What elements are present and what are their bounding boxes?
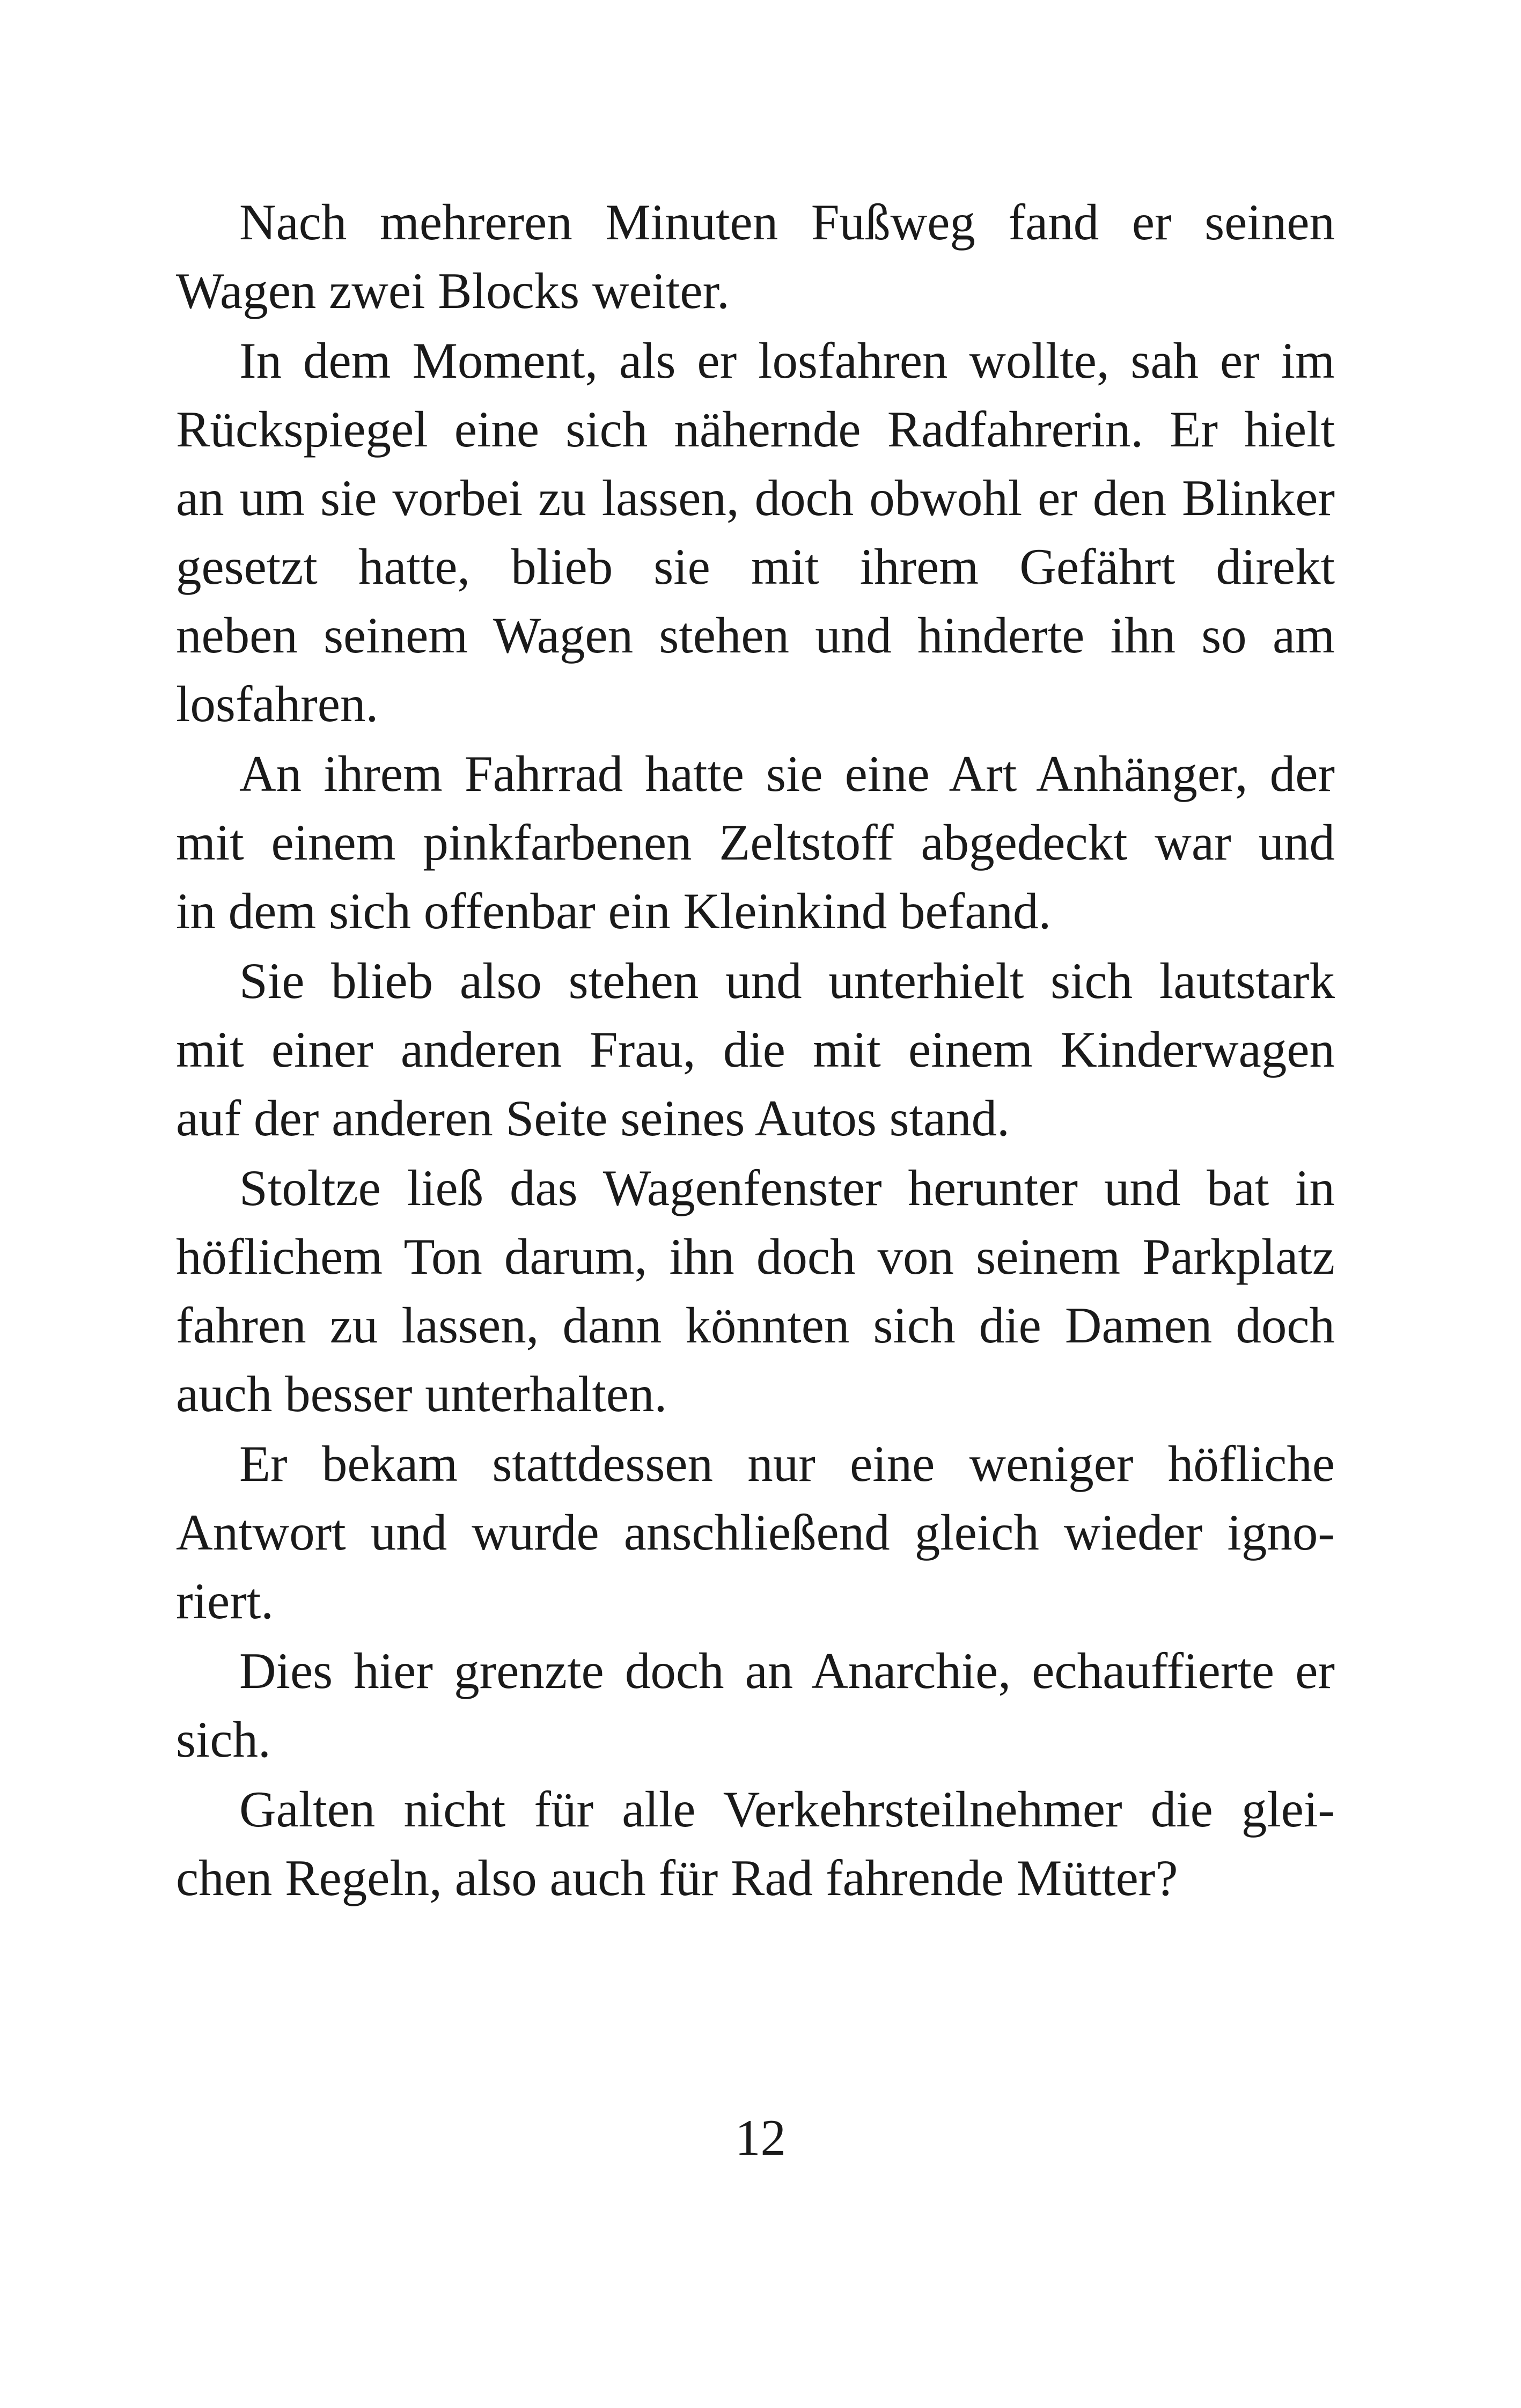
text-line: riert.: [176, 1573, 274, 1629]
text-line: Rückspiegel eine sich nähernde Radfahrerin. Er hielt: [176, 401, 1335, 458]
text-line: auch besser unterhalten.: [176, 1365, 667, 1422]
text-line: Er bekam stattdessen nur eine weniger höfliche: [239, 1435, 1335, 1492]
text-line: Galten nicht für alle Verkehrsteilnehmer die glei-: [239, 1781, 1335, 1838]
text-line: Stoltze ließ das Wagenfenster herunter und bat in: [239, 1159, 1335, 1216]
text-line: Dies hier grenzte doch an Anarchie, echauffierte er: [239, 1642, 1335, 1699]
text-line: neben seinem Wagen stehen und hinderte ihn so am: [176, 607, 1335, 664]
text-line: Antwort und wurde anschließend gleich wieder igno-: [176, 1504, 1335, 1561]
text-line: fahren zu lassen, dann könnten sich die Damen doch: [176, 1297, 1335, 1354]
text-line: Nach mehreren Minuten Fußweg fand er seinen: [239, 194, 1335, 251]
text-line: an um sie vorbei zu lassen, doch obwohl er den Blinker: [176, 469, 1335, 526]
text-line: chen Regeln, also auch für Rad fahrende Mütter?: [176, 1849, 1178, 1906]
page-number: 12: [735, 2109, 786, 2166]
text-line: in dem sich offenbar ein Kleinkind befand.: [176, 883, 1052, 939]
text-line: mit einer anderen Frau, die mit einem Kinderwagen: [176, 1021, 1335, 1078]
text-line: mit einem pinkfarbenen Zeltstoff abgedeckt war und: [176, 814, 1335, 871]
text-line: Sie blieb also stehen und unterhielt sich lautstark: [239, 952, 1335, 1009]
text-line: gesetzt hatte, blieb sie mit ihrem Gefährt direkt: [176, 538, 1335, 595]
text-line: Wagen zwei Blocks weiter.: [176, 262, 730, 319]
text-line: losfahren.: [176, 676, 379, 732]
text-line: sich.: [176, 1711, 271, 1768]
text-line: auf der anderen Seite seines Autos stand.: [176, 1090, 1010, 1147]
text-line: höflichem Ton darum, ihn doch von seinem Parkplatz: [176, 1228, 1335, 1285]
text-line: An ihrem Fahrrad hatte sie eine Art Anhänger, der: [239, 745, 1335, 802]
text-line: In dem Moment, als er losfahren wollte, sah er im: [239, 332, 1335, 389]
